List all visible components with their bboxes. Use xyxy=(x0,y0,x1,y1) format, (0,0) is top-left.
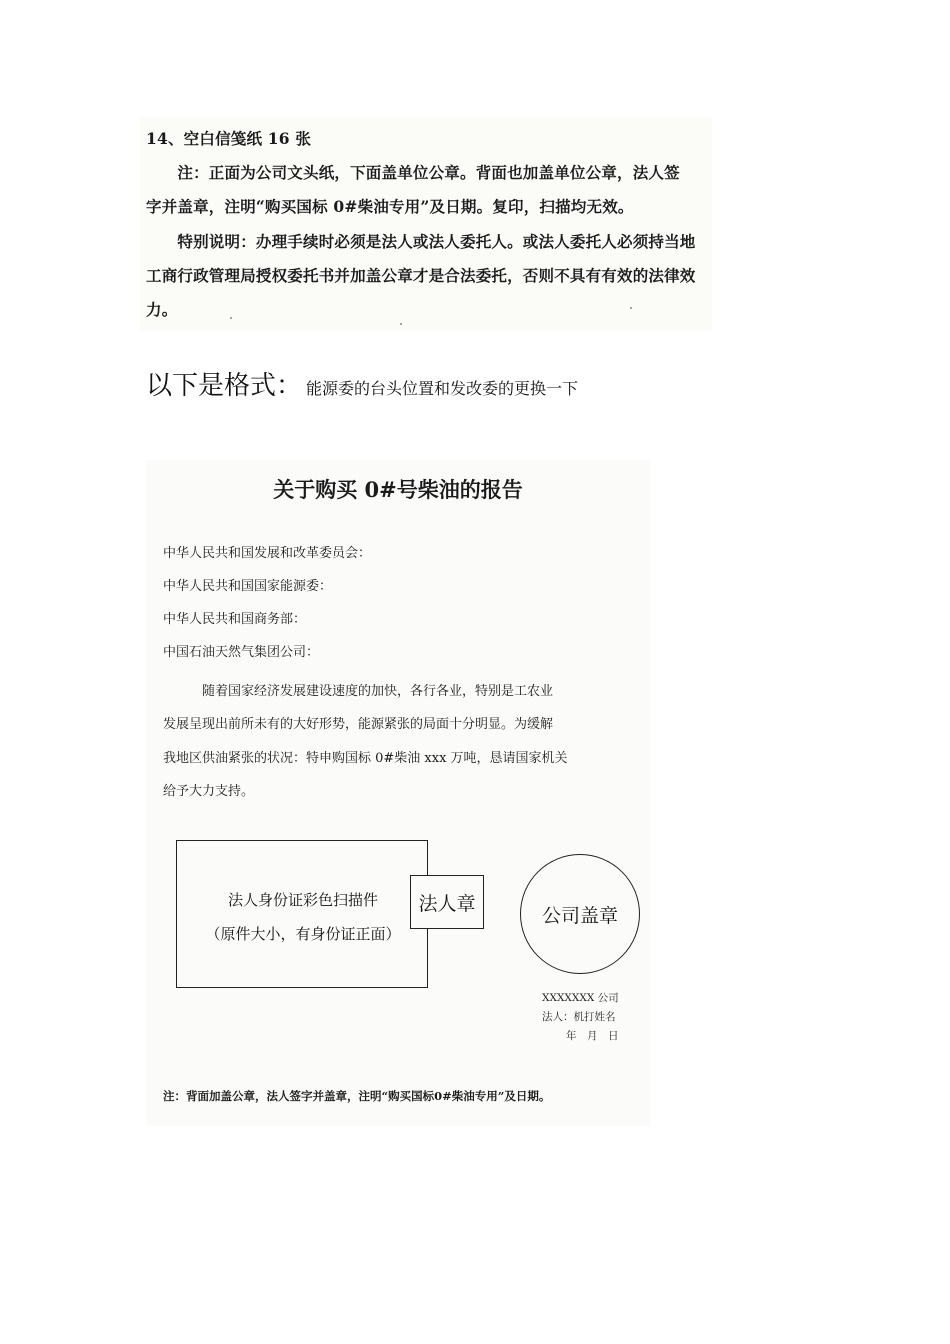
requirement-line: 工商行政管理局授权委托书并加盖公章才是合法委托，否则不具有有效的法律效 xyxy=(146,266,696,285)
signature-legal-person: 法人：机打姓名 xyxy=(542,1011,616,1023)
body-line: 随着国家经济发展建设速度的加快，各行各业，特别是工农业 xyxy=(163,684,554,699)
requirement-line: 14、空白信笺纸 16 张 xyxy=(146,129,312,148)
signature-company: XXXXXXX 公司 xyxy=(542,992,619,1004)
format-heading-main: 以下是格式： xyxy=(146,371,303,401)
scanned-requirements-image xyxy=(140,117,712,331)
body-line: 给予大力支持。 xyxy=(163,784,255,799)
legal-person-stamp-box: 法人章 xyxy=(410,875,484,929)
addressee-line: 中国石油天然气集团公司： xyxy=(163,645,320,660)
requirement-line: 注：正面为公司文头纸，下面盖单位公章。背面也加盖单位公章，法人签 xyxy=(146,163,680,182)
requirement-line: 力。 xyxy=(146,300,178,319)
format-note: 注：背面加盖公章，法人签字并盖章，注明“购买国标0#柴油专用”及日期。 xyxy=(163,1089,551,1103)
requirement-line: 特别说明：办理手续时必须是法人或法人委托人。或法人委托人必须持当地 xyxy=(146,232,696,251)
addressee-line: 中华人民共和国发展和改革委员会： xyxy=(163,546,372,561)
requirement-line: 字并盖章，注明“购买国标 0#柴油专用”及日期。复印，扫描均无效。 xyxy=(146,197,634,216)
id-card-sublabel: （原件大小，有身份证正面） xyxy=(205,925,401,943)
id-card-label: 法人身份证彩色扫描件 xyxy=(227,891,378,909)
scan-noise xyxy=(630,307,632,309)
signature-date: 年 月 日 xyxy=(566,1030,619,1042)
format-heading xyxy=(146,365,578,402)
format-heading-sub: 能源委的台头位置和发改委的更换一下 xyxy=(306,379,579,398)
addressee-line: 中华人民共和国商务部： xyxy=(163,612,307,627)
body-line: 发展呈现出前所未有的大好形势，能源紧张的局面十分明显。为缓解 xyxy=(163,717,554,732)
body-line: 我地区供油紧张的状况：特申购国标 0#柴油 xxx 万吨，恳请国家机关 xyxy=(163,751,568,766)
scan-noise xyxy=(230,317,232,319)
report-title: 关于购买 0#号柴油的报告 xyxy=(273,477,523,502)
addressee-line: 中华人民共和国国家能源委： xyxy=(163,579,333,594)
id-card-placeholder-box xyxy=(176,840,428,988)
scan-noise xyxy=(400,323,402,325)
company-seal-circle: 公司盖章 xyxy=(520,854,640,974)
scanned-format-image xyxy=(146,460,650,1126)
